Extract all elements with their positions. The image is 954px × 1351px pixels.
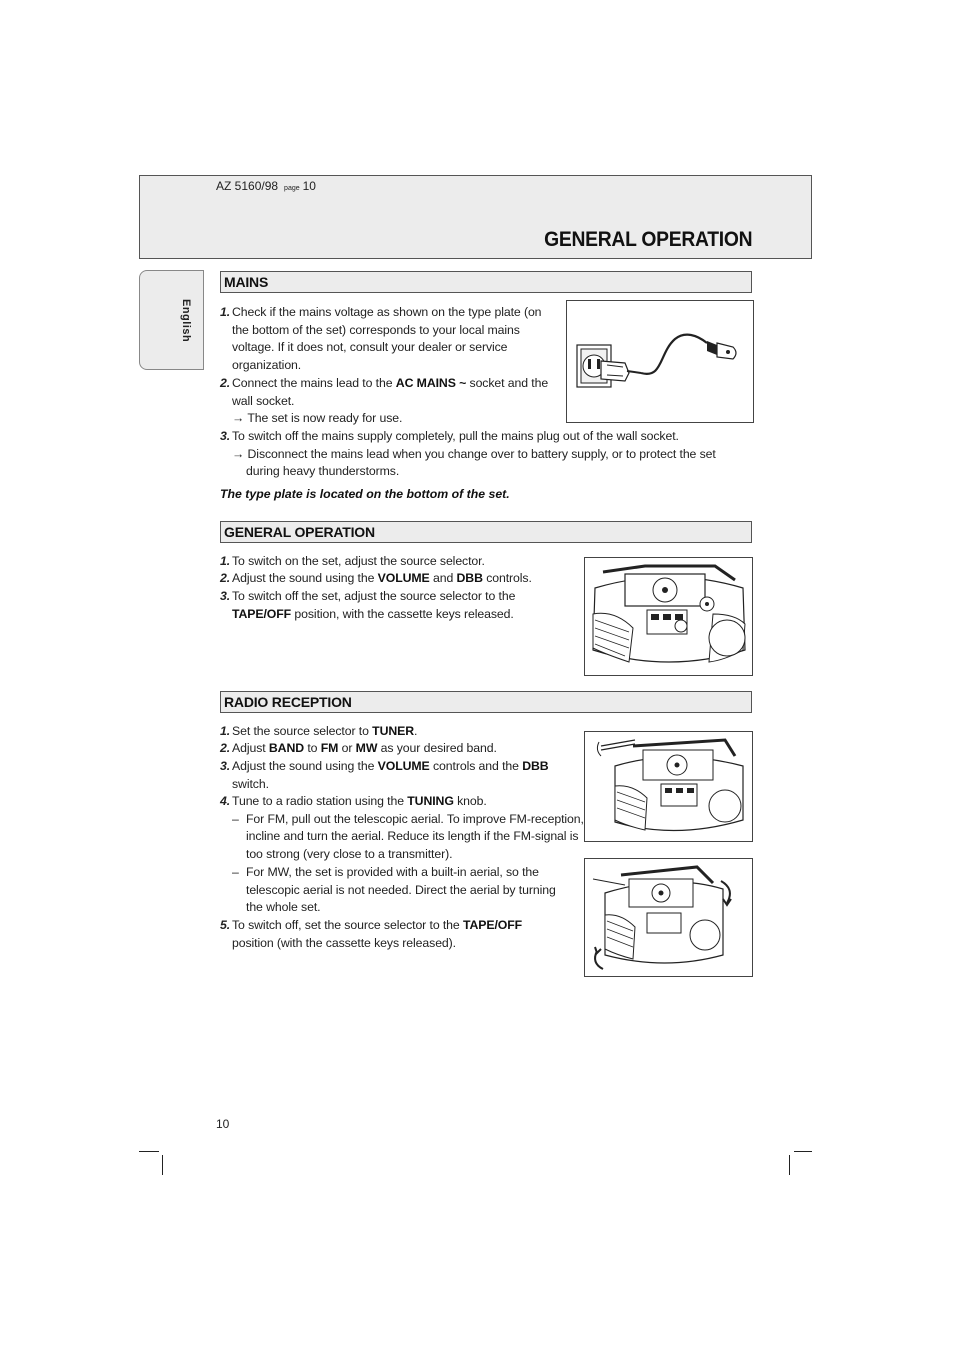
step-number: 3. — [220, 589, 231, 603]
dash-icon: – — [232, 811, 239, 826]
result-line — [232, 410, 548, 428]
label-tuning: TUNING — [407, 794, 454, 808]
doc-ref-page-label: page — [284, 185, 300, 192]
step-number: 1. — [220, 305, 231, 319]
crop-mark — [162, 1155, 163, 1175]
label-dbb: DBB — [456, 571, 483, 585]
text-line — [232, 570, 532, 588]
text-run: position, with the cassette keys released. — [291, 606, 514, 621]
step-number: 1. — [220, 554, 231, 568]
text-line: during heavy thunderstorms. — [246, 464, 400, 479]
section-mains-title: MAINS — [224, 274, 269, 290]
crop-mark — [794, 1151, 812, 1152]
mw-bullet — [232, 864, 584, 917]
label-mw: MW — [355, 741, 378, 755]
boombox-drawing — [585, 558, 752, 675]
text-line — [232, 723, 417, 741]
label-dbb: DBB — [522, 759, 549, 773]
text-run: To switch off, set the source selector to the — [232, 918, 463, 932]
text-run: The set is now ready for use. — [247, 411, 403, 426]
text-run: Set the source selector to — [232, 724, 373, 738]
text-run: Tune to a radio station using the — [232, 794, 408, 808]
label-tuner: TUNER — [372, 724, 415, 738]
step-number: 2. — [220, 571, 231, 585]
text-run: or — [338, 741, 356, 755]
fm-aerial-illustration — [584, 731, 753, 842]
text-line: organization. — [232, 358, 302, 373]
step-number: 1. — [220, 724, 231, 738]
crop-mark — [139, 1151, 159, 1152]
boombox-fm-aerial-drawing — [585, 732, 752, 841]
section-mains-heading — [220, 271, 752, 293]
label-ac-mains: AC MAINS ~ — [395, 376, 467, 390]
mains-plug-illustration — [566, 300, 754, 423]
text-line — [232, 793, 584, 811]
doc-ref-page: 10 — [302, 179, 316, 193]
text-line: Check if the mains voltage as shown on the type plate (on — [232, 305, 542, 319]
fm-bullet — [232, 811, 584, 864]
crop-mark — [789, 1155, 790, 1175]
text-line: switch. — [232, 776, 269, 791]
section-general-heading — [220, 521, 752, 543]
text-line: the whole set. — [246, 900, 321, 915]
step-number: 5. — [220, 918, 231, 932]
text-run: Adjust the sound using the — [232, 571, 378, 585]
text-line — [232, 606, 515, 624]
text-run: and — [429, 571, 457, 585]
plug-socket-drawing — [567, 301, 753, 422]
arrow-icon: → — [232, 446, 245, 461]
text-run: Adjust — [232, 741, 269, 755]
text-run: knob. — [453, 794, 487, 808]
boombox-illustration — [584, 557, 753, 676]
boombox-rotate-drawing — [585, 859, 752, 976]
step-number: 3. — [220, 759, 231, 773]
text-line: the bottom of the set) corresponds to your local mains — [232, 322, 520, 337]
text-line: position (with the cassette keys released). — [232, 935, 456, 950]
type-plate-note: The type plate is located on the bottom of the set. — [220, 487, 510, 501]
document-reference — [216, 179, 316, 193]
step-number: 4. — [220, 794, 231, 808]
text-line: wall socket. — [232, 393, 295, 408]
page-title: GENERAL OPERATION — [543, 228, 752, 251]
text-line: too strong (very close to a transmitter). — [246, 847, 453, 862]
text-line: incline and turn the aerial. Reduce its length if the FM-signal is — [246, 829, 579, 844]
text-run: Adjust the sound using the — [232, 759, 378, 773]
text-line: To switch on the set, adjust the source selector. — [232, 554, 485, 568]
text-line — [232, 740, 497, 758]
text-run: . — [414, 724, 418, 738]
section-general-title: GENERAL OPERATION — [224, 524, 375, 540]
text-line: To switch off the set, adjust the source selector to the — [232, 589, 516, 603]
section-radio-heading — [220, 691, 752, 713]
text-run: to — [304, 741, 321, 755]
dash-icon: – — [232, 864, 239, 879]
step-number: 2. — [220, 376, 231, 390]
text-line: For MW, the set is provided with a built-in aerial, so the — [246, 864, 539, 879]
step-number: 2. — [220, 741, 231, 755]
language-tab-label: English — [180, 299, 192, 343]
label-volume: VOLUME — [377, 571, 430, 585]
page-number: 10 — [216, 1117, 230, 1131]
text-run: controls and the — [429, 759, 523, 773]
language-tab — [139, 270, 204, 370]
mw-rotate-illustration — [584, 858, 753, 977]
label-band: BAND — [268, 741, 305, 755]
arrow-icon: → — [232, 411, 245, 426]
text-line: For FM, pull out the telescopic aerial. To improve FM-reception, — [246, 811, 584, 826]
label-fm: FM — [320, 741, 339, 755]
text-run: Connect the mains lead to the — [232, 376, 396, 390]
text-run: Disconnect the mains lead when you change over to battery supply, or to protect the set — [247, 446, 716, 461]
step-number: 3. — [220, 429, 231, 443]
label-volume: VOLUME — [377, 759, 430, 773]
text-run: socket and the — [466, 376, 549, 390]
text-run: controls. — [482, 571, 532, 585]
doc-ref-model: AZ 5160/98 — [216, 179, 279, 193]
text-line — [232, 758, 549, 776]
text-line: telescopic aerial is not needed. Direct the aerial by turning — [246, 882, 556, 897]
result-line — [232, 446, 716, 464]
text-run: as your desired band. — [377, 741, 497, 755]
label-tape-off: TAPE/OFF — [462, 918, 523, 932]
text-line: To switch off the mains supply completely, pull the mains plug out of the wall socket. — [232, 429, 679, 443]
label-tape-off: TAPE/OFF — [232, 606, 292, 621]
text-line — [232, 375, 548, 393]
section-radio-title: RADIO RECEPTION — [224, 694, 352, 710]
text-line — [232, 917, 522, 935]
text-line: voltage. If it does not, consult your dealer or service — [232, 340, 508, 355]
